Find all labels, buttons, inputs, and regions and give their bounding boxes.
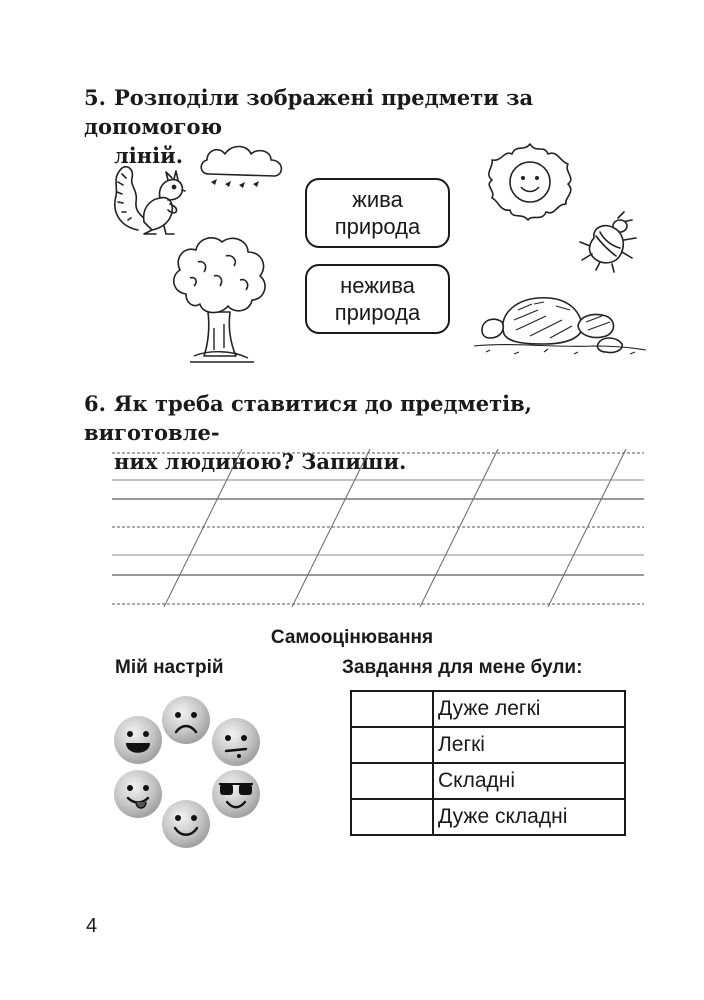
table-row (351, 727, 625, 763)
option-label: Легкі (433, 727, 625, 763)
checkbox-cell[interactable] (351, 799, 433, 835)
table-row (351, 799, 625, 835)
laughing-face-icon[interactable] (114, 716, 162, 764)
box-label-line-1: жива (352, 187, 403, 212)
task-text-line-1: Як треба ставитися до предметів, виготовле- (84, 391, 532, 445)
sad-face-icon[interactable] (162, 696, 210, 744)
worried-face-icon[interactable] (212, 718, 260, 766)
self-assessment-title: Самооцінювання (270, 627, 434, 648)
table-row (351, 691, 625, 727)
stones-icon[interactable] (474, 290, 646, 362)
cool-sunglasses-face-icon[interactable] (212, 770, 260, 818)
box-label-line-1: нежива (340, 273, 415, 298)
writing-area[interactable] (112, 445, 646, 611)
page-number: 4 (86, 915, 98, 937)
table-row (351, 763, 625, 799)
beetle-icon[interactable] (574, 208, 644, 274)
tree-icon[interactable] (168, 232, 274, 366)
box-label-line-2: природа (334, 300, 421, 325)
sun-icon[interactable] (480, 140, 580, 224)
option-label: Дуже легкі (433, 691, 625, 727)
nonliving-nature-box[interactable] (305, 264, 450, 334)
tasks-title: Завдання для мене були: (342, 657, 583, 678)
option-label: Складні (433, 763, 625, 799)
cloud-icon[interactable] (197, 142, 289, 194)
difficulty-table (350, 690, 626, 836)
smiling-face-icon[interactable] (162, 800, 210, 848)
task-number: 5. (84, 85, 106, 110)
squirrel-icon[interactable] (108, 160, 190, 242)
option-label: Дуже складні (433, 799, 625, 835)
task-text-line-2: ліній. (114, 143, 184, 168)
task-text-line-2: них людиною? Запиши. (114, 449, 407, 474)
checkbox-cell[interactable] (351, 691, 433, 727)
checkbox-cell[interactable] (351, 763, 433, 799)
checkbox-cell[interactable] (351, 727, 433, 763)
mood-title: Мій настрій (115, 657, 224, 678)
task-text-line-1: Розподіли зображені предмети за допомогою (84, 85, 534, 139)
living-nature-box[interactable] (305, 178, 450, 248)
tongue-out-face-icon[interactable] (114, 770, 162, 818)
mood-faces (108, 696, 268, 852)
task-number: 6. (84, 391, 106, 416)
box-label-line-2: природа (334, 214, 421, 239)
